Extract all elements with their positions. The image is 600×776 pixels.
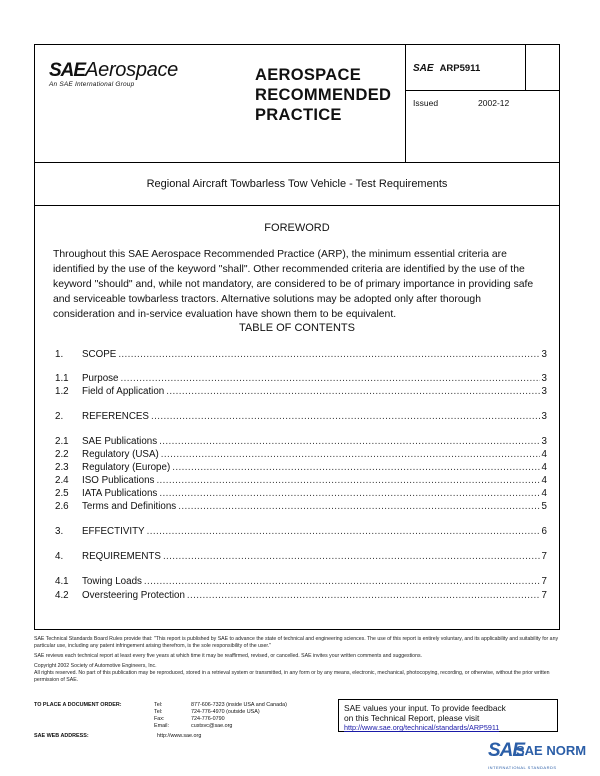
toc-num: 3. [55, 526, 64, 537]
toc-leader [159, 436, 539, 447]
document-body [34, 205, 560, 630]
toc-title: Oversteering Protection [82, 590, 185, 601]
tel2-label: Tel: [154, 709, 163, 715]
toc-title: Regulatory (USA) [82, 449, 159, 460]
document-header [34, 44, 560, 163]
toc-num: 2.3 [55, 462, 69, 473]
toc-page: 3 [541, 436, 547, 447]
toc-entry[interactable] [55, 449, 547, 462]
footer-paragraph: SAE Technical Standards Board Rules provide that: "This report is published by SAE to advance the state of technical and engineering sciences. The use of this report is entirely voluntary, and its applicability and suitability for any particular use, including any patent infringement arising therefrom, is the sole responsibility of the user." [34, 636, 559, 649]
toc-page: 3 [541, 373, 547, 384]
doc-type-line: RECOMMENDED [255, 86, 392, 104]
toc-title: SCOPE [82, 349, 117, 360]
toc-page: 4 [541, 449, 547, 460]
watermark-tag: INTERNATIONAL STANDARDS [488, 765, 557, 770]
sae-aerospace-logo [49, 59, 178, 88]
feedback-line: SAE values your input. To provide feedback [344, 703, 506, 713]
tel-label: Tel: [154, 702, 163, 708]
toc-num: 1.1 [55, 373, 69, 384]
order-label: TO PLACE A DOCUMENT ORDER: [34, 702, 122, 708]
toc-page: 4 [541, 462, 547, 473]
toc-leader [178, 501, 539, 512]
doc-type-line: AEROSPACE [255, 66, 361, 84]
toc-title: Field of Application [82, 386, 165, 397]
toc-page: 3 [541, 411, 547, 422]
footer-paragraph: Copyright 2002 Society of Automotive Engineers, Inc. [34, 663, 157, 669]
toc-entry[interactable] [55, 349, 547, 362]
toc-num: 1. [55, 349, 64, 360]
toc-leader [187, 590, 540, 601]
toc-leader [163, 551, 540, 562]
toc-entry[interactable] [55, 386, 547, 399]
email-label: Email: [154, 723, 169, 729]
toc-num: 1.2 [55, 386, 69, 397]
toc-entry[interactable] [55, 411, 547, 424]
toc-num: 2.5 [55, 488, 69, 499]
toc-page: 4 [541, 488, 547, 499]
toc-title: Terms and Definitions [82, 501, 177, 512]
toc-num: 4. [55, 551, 64, 562]
toc-title: REQUIREMENTS [82, 551, 161, 562]
toc-num: 2. [55, 411, 64, 422]
feedback-line: on this Technical Report, please visit [344, 713, 480, 723]
toc-title: REFERENCES [82, 411, 149, 422]
document-type [255, 65, 391, 125]
toc-entry[interactable] [55, 462, 547, 475]
issued-label: Issued [413, 98, 439, 108]
toc-num: 2.6 [55, 501, 69, 512]
toc-entry[interactable] [55, 436, 547, 449]
toc-page: 7 [541, 576, 547, 587]
document-title: Regional Aircraft Towbarless Tow Vehicle - Test Requirements [34, 162, 560, 206]
toc-entry[interactable] [55, 590, 547, 603]
toc-page: 3 [541, 386, 547, 397]
legal-footer [34, 636, 560, 687]
footer-paragraph: All rights reserved. No part of this publication may be reproduced, stored in a retrieval system or transmitted, in any form or by any means, electronic, mechanical, photocopying, recording, or otherwise, without the prior written permission of SAE. [34, 670, 550, 683]
toc-leader [161, 449, 540, 460]
header-divider [405, 45, 406, 162]
email-link[interactable]: custsvc@sae.org [191, 723, 233, 729]
toc-entry[interactable] [55, 373, 547, 386]
toc-page: 6 [541, 526, 547, 537]
watermark-text: SAE NORM [516, 743, 587, 758]
tel-value[interactable]: 877-606-7323 (inside USA and Canada) [191, 702, 287, 708]
logo-subtitle: An SAE International Group [49, 81, 135, 88]
toc-page: 7 [541, 551, 547, 562]
toc-entry[interactable] [55, 576, 547, 589]
toc-page: 3 [541, 349, 547, 360]
feedback-box [338, 699, 558, 732]
web-link[interactable]: http://www.sae.org [157, 733, 202, 739]
foreword-text: Throughout this SAE Aerospace Recommended Practice (ARP), the minimum essential criteria are identified by the use of the keyword "shall". Other recommended criteria are identified by the use of the keyword "should" and, while not mandatory, are considered to be of primary importance in providing safe and serviceable towbarless tractors. Alternative solutions may be adopted only after thorough consideration and in-service evaluation have shown them to be equivalent. [53, 249, 534, 320]
toc-page: 7 [541, 590, 547, 601]
toc-title: Regulatory (Europe) [82, 462, 171, 473]
logo-aerospace: Aerospace [85, 59, 178, 81]
web-label: SAE WEB ADDRESS: [34, 733, 89, 739]
toc-entry[interactable] [55, 526, 547, 539]
toc-entry[interactable] [55, 475, 547, 488]
watermark-mark: SAE [488, 740, 525, 761]
toc-leader [147, 526, 540, 537]
toc-num: 2.2 [55, 449, 69, 460]
feedback-link[interactable]: http://www.sae.org/technical/standards/ARP5911 [344, 723, 500, 732]
footer-paragraph: SAE reviews each technical report at least every five years at which time it may be reaffirmed, revised, or cancelled. SAE invites your written comments and suggestions. [34, 653, 422, 659]
toc-leader [121, 373, 540, 384]
toc-leader [172, 462, 539, 473]
toc-title: ISO Publications [82, 475, 155, 486]
toc-page: 5 [541, 501, 547, 512]
web-address [34, 733, 202, 739]
toc-title: Purpose [82, 373, 119, 384]
fax-value: 724-776-0790 [191, 716, 225, 722]
toc-title: SAE Publications [82, 436, 158, 447]
sae-norm-watermark [488, 740, 593, 774]
toc-entry[interactable] [55, 501, 547, 514]
tel2-value[interactable]: 724-776-4970 (outside USA) [191, 709, 260, 715]
issued-info [413, 98, 509, 108]
toc-num: 4.2 [55, 590, 69, 601]
toc-entry[interactable] [55, 551, 547, 564]
document-number [413, 63, 480, 74]
toc-title: Towing Loads [82, 576, 142, 587]
toc-title: IATA Publications [82, 488, 158, 499]
toc-leader [151, 411, 540, 422]
toc-num: 4.1 [55, 576, 69, 587]
doc-number: ARP5911 [439, 63, 481, 74]
toc-page: 4 [541, 475, 547, 486]
toc-leader [118, 349, 539, 360]
foreword-heading: FOREWORD [264, 222, 330, 234]
header-divider [405, 90, 560, 91]
toc-num: 2.1 [55, 436, 69, 447]
issued-date: 2002-12 [478, 98, 510, 108]
toc-heading: TABLE OF CONTENTS [239, 322, 355, 334]
toc-leader [159, 488, 539, 499]
doc-type-line: PRACTICE [255, 106, 342, 124]
toc-leader [156, 475, 539, 486]
toc-title: EFFECTIVITY [82, 526, 145, 537]
toc-leader [144, 576, 540, 587]
header-divider [525, 45, 526, 90]
toc-num: 2.4 [55, 475, 69, 486]
toc-entry[interactable] [55, 488, 547, 501]
toc-leader [166, 386, 539, 397]
logo-sae: SAE [49, 60, 86, 81]
doc-prefix: SAE [413, 63, 434, 74]
fax-label: Fax: [154, 716, 165, 722]
